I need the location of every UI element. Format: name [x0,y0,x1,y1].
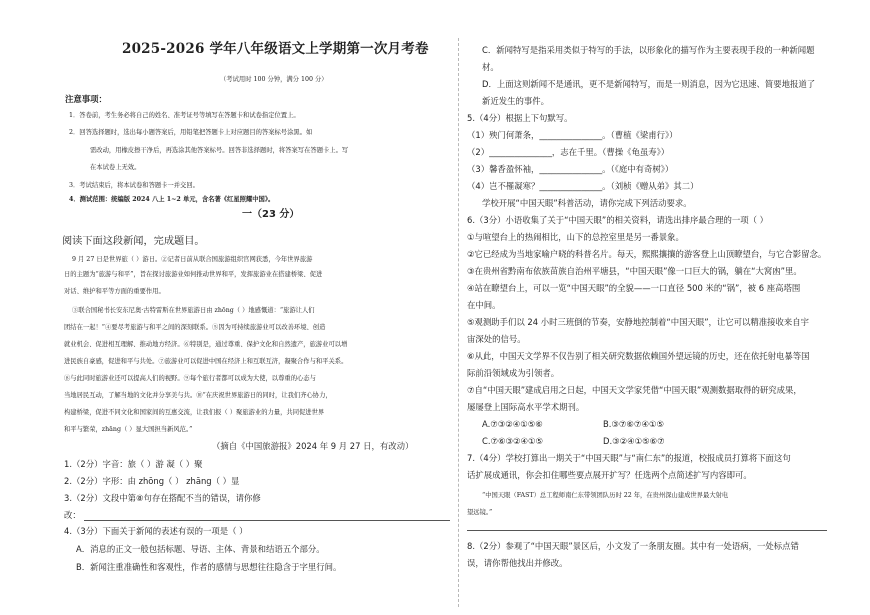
sentence-7-cont: 屡屡登上国际高水平学术期刊。 [467,402,585,412]
right-column [465,0,840,615]
sentence-3: ③在贵州省黔南布依族苗族自治州平塘县，“中国天眼”像一口巨大的锅，躺在“大窝凼”里。 [467,266,802,276]
question-3-answer-label: 改： [64,510,81,520]
sentence-6: ⑥从此，中国天文学界不仅告别了相关研究数据依赖国外望远镜的历史，还在依托射电暴等国 [467,351,810,361]
sentence-1: ①与喧望台上的热闹相比，山下的总控室里是另一番景象。 [467,232,684,242]
question-6-option-c[interactable]: C.⑦⑥③②④①⑤ [482,436,544,446]
question-7-answer-line[interactable] [467,530,827,531]
passage-line-9: 当地居民互动，了解当地的文化并分享美与共。⑩“在庆祝世界旅游日的同时，让我们齐心协力， [64,392,332,399]
question-6: 6.（3分）小语收集了关于“中国天眼”的相关资料，请选出排序最合理的一项（ ） [467,215,769,225]
left-column [62,0,450,615]
sentence-4: ④站在瞭望台上，可以一览“中国天眼”的全貌——一口直径 500 米的“锅”，被 6 座高塔围 [467,283,801,293]
question-5-item-4[interactable]: （4）岂不罹凝寒？_______________。（刘桢《赠从弟》其二） [467,181,699,191]
question-5: 5.（4分）根据上下句默写。 [467,113,573,123]
question-2: 2.（2分）字形：由 zhōng（ ） zhāng（ ）显 [64,476,240,486]
question-6-option-b[interactable]: B.③⑦⑥⑦④①⑤ [603,419,664,429]
sentence-4-cont: 在中间。 [467,300,501,310]
question-7-quote-cont: 望远镜。” [467,509,493,516]
question-4-option-d: D．上面这则新闻不是通讯，更不是新闻特写，而是一则消息，因为它迅速、简要地报道了 [482,79,816,89]
section-one-heading: 一（23 分） [242,209,300,220]
notes-heading: 注意事项： [65,94,107,104]
activity-intro: 学校开展“中国天眼”科普活动，请你完成下列活动要求。 [482,198,692,208]
note-line-3: 需改动，用橡皮擦干净后，再选涂其他答案标号。回答非选择题时，将答案写在答题卡上。写 [90,147,349,154]
question-4-option-b: B．新闻注重准确性和客观性，作者的感情与思想往往隐含于字里行间。 [76,562,342,572]
question-4-option-a: A．消息的正文一般包括标题、导语、主体、背景和结语五个部分。 [76,544,325,554]
note-line-2: 2．回答选择题时，选出每小题答案后，用铅笔把答题卡上对应题目的答案标号涂黑。如 [69,129,313,136]
passage-line-5: 团结在一起！”④要尽考旅游与和平之间的深刻联系。⑤因为可持续旅游业可以改善环境、创造 [64,324,326,331]
passage-line-8: ⑧与此同时旅游业还可以提高人们的视野。⑨每个旅行者都可以成为大使，以尊重的心态与 [64,375,316,382]
question-3-answer-line[interactable] [84,520,450,521]
passage-line-11: 和平与繁荣，zhāng（ ）显大国担当新风范。” [64,426,193,433]
question-6-option-d[interactable]: D.③②④①⑤⑥⑦ [603,436,665,446]
question-7-quote: “中国天眼（FAST）总工程师南仁东带领团队历时 22 年，在贵州深山建成世界最大射电 [482,492,729,499]
passage-line-1: 9 月 27 日是世界旅（ ）游日。②记者日前从联合国旅游组织官网获悉，今年世界旅游 [72,256,313,263]
question-4: 4.（3分）下面关于新闻的表述有误的一项是（ ） [64,526,248,536]
passage-line-10: 构建桥梁，促进不同文化和国家间的互惠交流，让我们报（ ）聚旅游业的力量，共同促进世界 [64,409,325,416]
question-8: 8.（2分）参观了“中国天眼”景区后，小文发了一条朋友圈。其中有一处语病，一处标点错 [467,541,799,551]
sentence-5: ⑤观测助手们以 24 小时三班倒的节奏，安静地控制着“中国天眼”，让它可以精准接收来自宇 [467,317,810,327]
passage-line-4: ③联合国秘书长安东尼奥·古特雷斯在世界旅游日由 zhōng（ ）地感慨道：“旅游让人们 [72,307,315,314]
note-line-5: 3．考试结束后，将本试卷和答题卡一并交回。 [69,182,199,189]
exam-subtitle: （考试用时 100 分钟，满分 100 分） [220,76,328,83]
note-line-6: 4．测试范围：统编版 2024 八上 1~2 单元，含名著《红星照耀中国》。 [69,196,275,203]
question-5-item-1[interactable]: （1）殃门何萧条，_______________。（曹植《梁甫行》） [467,130,678,140]
question-5-item-2[interactable]: （2）_______________，志在千里。（曹操《龟虽寿》） [467,147,670,157]
sentence-2: ②它已经成为当地家喻户晓的科普名片。每天，熙熙攘攘的游客登上山顶瞭望台，与它合影留念。 [467,249,827,259]
note-line-4: 在本试卷上无效。 [90,164,141,171]
note-line-1: 1．答卷前，考生务必将自己的姓名、准考证号等填写在答题卡和试卷指定位置上。 [69,112,300,119]
passage-source: （摘自《中国旅游报》2024 年 9 月 27 日，有改动） [212,441,414,451]
question-4-option-d-cont: 新近发生的事件。 [482,96,549,106]
exam-title: 2025-2026 学年八年级语文上学期第一次月考卷 [122,41,429,57]
passage-line-7: 进民族自豪感，促进和平与共处。⑦旅游业可以促进中国在经济上和互联互济，凝聚合作与和平关系。 [64,358,348,365]
question-3: 3.（2分）文段中第⑧句存在搭配不当的错误，请你修 [64,493,261,503]
question-5-item-3[interactable]: （3）馨香盈怀袖，_______________。（《庭中有奇树》） [467,164,674,174]
sentence-5-cont: 宙深处的信号。 [467,334,526,344]
passage-line-3: 对话、维护和平等方面的重要作用。 [64,288,165,295]
question-8-cont: 误，请你帮他找出并修改。 [467,558,568,568]
sentence-6-cont: 际前沿领域成为引领者。 [467,368,560,378]
sentence-7: ⑦自“中国天眼”建成启用之日起，中国天文学家凭借“中国天眼”观测数据取得的研究成果， [467,385,802,395]
reading-intro: 阅读下面这段新闻，完成题目。 [62,236,205,247]
column-divider [458,38,459,607]
question-1: 1.（2分）字音：旅（ ）游 凝（ ）聚 [64,459,203,469]
question-6-option-a[interactable]: A.⑦③②④①⑤⑥ [482,419,543,429]
passage-line-6: 就业机会、促进相互理解、推动地方经济。⑥特别是，通过尊重、保护文化和自然遗产，旅游业可以增 [64,341,348,348]
question-4-option-c: C．新闻特写是指采用类似于特写的手法，以形象化的描写作为主要表现手段的一种新闻题 [482,45,815,55]
question-7-cont: 话扩展成通讯，你会扣住哪些要点展开扩写？任选两个点简述扩写内容即可。 [467,470,752,480]
question-7: 7.（4分）学校打算出一期关于“中国天眼”与“南仁东”的报道，校报成员打算将下面这句 [467,453,791,463]
passage-line-2: 日的主题为“旅游与和平”，旨在探讨旅游业如何推动世界和平，发挥旅游业在搭建桥梁、促进 [64,271,323,278]
question-4-option-c-cont: 材。 [482,62,499,72]
